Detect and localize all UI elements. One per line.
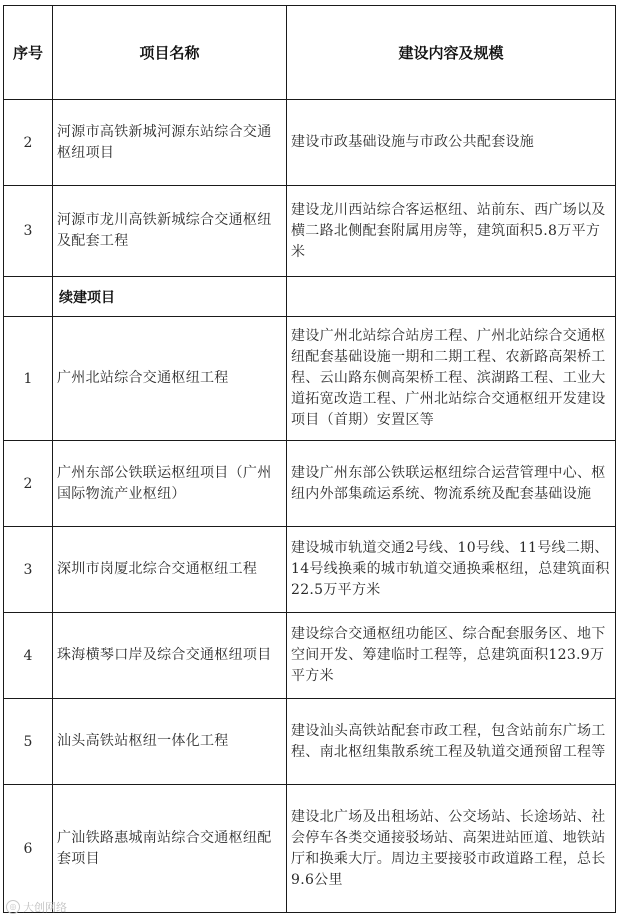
header-no: 序号 bbox=[4, 6, 53, 100]
section-blank-cell bbox=[4, 277, 53, 317]
row-desc: 建设综合交通枢纽功能区、综合配套服务区、地下空间开发、筹建临时工程等，总建筑面积123.9万平方米 bbox=[287, 613, 616, 699]
table-row bbox=[4, 441, 616, 527]
table-header-row bbox=[4, 6, 616, 100]
section-row bbox=[4, 277, 616, 317]
row-name: 广州北站综合交通枢纽工程 bbox=[53, 317, 287, 441]
table-row bbox=[4, 699, 616, 785]
row-desc: 建设龙川西站综合客运枢纽、站前东、西广场以及横二路北侧配套附属用房等，建筑面积5.8万平方米 bbox=[287, 186, 616, 277]
section-blank-cell bbox=[287, 277, 616, 317]
table-row bbox=[4, 613, 616, 699]
row-desc: 建设广州东部公铁联运枢纽综合运营管理中心、枢纽内外部集疏运系统、物流系统及配套基础设施 bbox=[287, 441, 616, 527]
row-no: 4 bbox=[4, 613, 53, 699]
section-label: 续建项目 bbox=[53, 277, 287, 317]
row-desc: 建设广州北站综合站房工程、广州北站综合交通枢纽配套基础设施一期和二期工程、农新路高架桥工程、云山路东侧高架桥工程、滨湖路工程、工业大道拓宽改造工程、广州北站综合交通枢纽开发建设项目（首期）安置区等 bbox=[287, 317, 616, 441]
row-no: 2 bbox=[4, 100, 53, 186]
watermark-text: 大创网络 bbox=[23, 901, 67, 914]
row-name: 河源市龙川高铁新城综合交通枢纽及配套工程 bbox=[53, 186, 287, 277]
header-name: 项目名称 bbox=[53, 6, 287, 100]
row-desc: 建设汕头高铁站配套市政工程，包含站前东广场工程、南北枢纽集散系统工程及轨道交通预留工程等 bbox=[287, 699, 616, 785]
row-name: 广州东部公铁联运枢纽项目（广州国际物流产业枢纽） bbox=[53, 441, 287, 527]
row-no: 5 bbox=[4, 699, 53, 785]
project-table bbox=[3, 5, 616, 913]
row-no: 6 bbox=[4, 785, 53, 913]
row-no: 2 bbox=[4, 441, 53, 527]
row-no: 3 bbox=[4, 186, 53, 277]
table-row bbox=[4, 527, 616, 613]
row-name: 河源市高铁新城河源东站综合交通枢纽项目 bbox=[53, 100, 287, 186]
header-scope: 建设内容及规模 bbox=[287, 6, 616, 100]
row-name: 深圳市岗厦北综合交通枢纽工程 bbox=[53, 527, 287, 613]
row-no: 3 bbox=[4, 527, 53, 613]
row-name: 汕头高铁站枢纽一体化工程 bbox=[53, 699, 287, 785]
table-row bbox=[4, 100, 616, 186]
table-row bbox=[4, 317, 616, 441]
row-no: 1 bbox=[4, 317, 53, 441]
watermark bbox=[6, 899, 67, 915]
row-name: 广汕铁路惠城南站综合交通枢纽配套项目 bbox=[53, 785, 287, 913]
row-desc: 建设市政基础设施与市政公共配套设施 bbox=[287, 100, 616, 186]
row-desc: 建设北广场及出租场站、公交场站、长途场站、社会停车各类交通接驳场站、高架进站匝道、地铁站厅和换乘大厅。周边主要接驳市政道路工程，总长9.6公里 bbox=[287, 785, 616, 913]
table-row bbox=[4, 186, 616, 277]
row-desc: 建设城市轨道交通2号线、10号线、11号线二期、14号线换乘的城市轨道交通换乘枢纽，总建筑面积22.5万平方米 bbox=[287, 527, 616, 613]
row-name: 珠海横琴口岸及综合交通枢纽项目 bbox=[53, 613, 287, 699]
watermark-logo-icon: ◎ bbox=[6, 900, 20, 914]
table-row bbox=[4, 785, 616, 913]
